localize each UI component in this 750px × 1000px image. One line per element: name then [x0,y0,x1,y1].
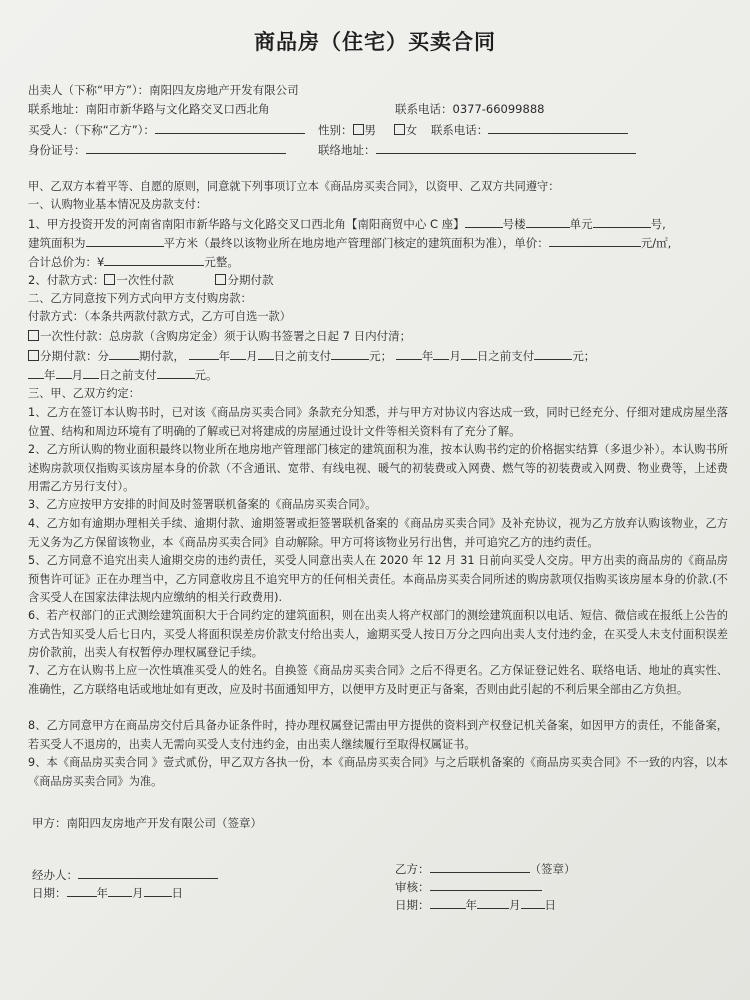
pay3-amount-blank[interactable] [157,366,195,379]
page-title: 商品房（住宅）买卖合同 [254,30,496,54]
id-label: 身份证号： [28,143,86,157]
phone-label: 联系电话： [395,102,453,116]
total-label: 合计总价为：¥ [28,255,105,269]
buyer-phone-blank[interactable] [488,121,628,134]
total-line [28,253,239,270]
address-line [28,101,270,117]
option-lump-sum-checkbox[interactable] [28,330,39,341]
option-installment-checkbox[interactable] [28,350,39,361]
party-a-label: 甲方： [32,816,67,830]
id-number-blank[interactable] [86,141,286,154]
clause-3-3: 3、乙方应按甲方安排的时间及时签署联机备案的《商品房买卖合同》。 [28,498,377,511]
total-yuan: 元整。 [204,255,239,269]
pay1-year-blank[interactable] [189,347,219,360]
date-b-year-blank[interactable] [430,896,466,909]
clause-3-8: 8、乙方同意甲方在商品房交付后具备办证条件时，持办理权属登记需由甲方提供的资料到产权登记机关备案，如因甲方的责任，不能备案，若买受人不退房的，出卖人无需向买受人支付违约金，由出卖人继续履行至取得权属证书。 [28,719,728,751]
date-a-year-blank[interactable] [67,884,97,897]
buyer-line [28,121,305,138]
seller-label: 出卖人（下称“甲方”）： [28,83,150,97]
contact-address-line [318,141,636,158]
lump-sum-checkbox[interactable] [104,274,115,285]
pay2-day-blank[interactable] [461,347,477,360]
party-b-line [395,860,576,877]
area-blank[interactable] [86,234,164,247]
pay1-year-label: 年 [218,349,231,363]
option-installment-line [28,347,595,364]
pay1-month-blank[interactable] [230,347,246,360]
date-b-day-label: 日 [544,898,556,912]
date-a-day-label: 日 [171,886,183,900]
option-lump-sum-line [28,328,411,344]
pay3-month-label: 月 [71,368,83,382]
date-a-day-blank[interactable] [144,884,172,897]
date-b-label: 日期： [395,898,430,912]
building-label: 号楼 [502,217,526,231]
date-b-line [395,896,556,913]
installment-label: 分期付款 [227,273,274,287]
pay3-year-label: 年 [44,368,56,382]
lump-sum-label: 一次性付款 [116,273,174,287]
section-2-title: 二、乙方同意按下列方式向甲方支付购房款： [28,292,252,305]
date-b-year-label: 年 [465,898,477,912]
clause-3-4: 4、乙方如有逾期办理相关手续、逾期付款、逾期签署或拒签署联机备案的《商品房买卖合同》及补充协议，视为乙方放弃认购该物业，乙方无义务为乙方保留该物业，本《商品房买卖合同》自动解除。甲方可将该物业另行出售，并可追究乙方的违约责任。 [28,517,728,549]
clause-3-1: 1、乙方在签订本认购书时，已对该《商品房买卖合同》条款充分知悉，并与甲方对协议内容达成一致，同时已经充分、仔细对建成房屋坐落位置、结构和周边环境有了明确的了解或已对将建成的房屋通过设计文件等相关资料有了充分了解。 [28,406,728,438]
room-blank[interactable] [593,215,651,228]
gender-label: 性别： [318,123,353,137]
contact-address-blank[interactable] [376,141,636,154]
area-label: 建筑面积为 [28,236,86,250]
seller-name: 南阳四友房地产开发有限公司 [149,83,299,97]
clause-1-1-text: 1、甲方投资开发的河南省南阳市新华路与文化路交叉口西北角【南阳商贸中心 C 座】 [28,217,465,231]
section-3-title: 三、甲、乙双方约定： [28,387,140,400]
pay2-month-blank[interactable] [433,347,449,360]
female-label: 女 [405,123,418,137]
party-a-seal: （签章） [216,816,262,830]
building-blank[interactable] [465,215,503,228]
section-1-title: 一、认购物业基本情况及房款支付： [28,198,208,211]
pay1-month-label: 月 [246,349,258,363]
pay2-month-label: 月 [449,349,461,363]
female-checkbox[interactable] [394,124,405,135]
pay1-day-blank[interactable] [258,347,274,360]
clause-3-2: 2、乙方所认购的物业面积最终以物业所在地房地产管理部门核定的建筑面积为准，按本认购书约定的价格据实结算（多退少补）。本认购书所述购房款项仅指购买该房屋本身的价款（不含通讯、宽带、有线电视、暖气的初装费或入网费、燃气等的初装费或入网费、物业费等，上述费用需乙方另行支付）。 [28,443,728,493]
contact-address-label: 联络地址： [318,143,376,157]
male-label: 男 [364,123,376,137]
pay3-day-blank[interactable] [83,366,99,379]
agent-signature-blank[interactable] [78,866,218,879]
party-b-seal: （签章） [529,862,576,876]
seller-line [28,82,299,98]
male-checkbox[interactable] [353,124,364,135]
unit-label: 单元 [569,217,593,231]
agent-label: 经办人： [32,868,78,882]
buyer-name-blank[interactable] [155,121,305,134]
option-lump-sum-text: 一次性付款：总房款（含购房定金）须于认购书签署之日起 7 日内付清； [40,329,412,343]
total-price-blank[interactable] [104,253,204,266]
review-signature-blank[interactable] [430,878,542,891]
pay2-amount-blank[interactable] [534,347,572,360]
date-a-year-label: 年 [96,886,108,900]
pay2-year-label: 年 [421,349,434,363]
review-label: 审核： [395,880,430,894]
clause-3-5: 5、乙方同意不追究出卖人逾期交房的违约责任，买受人同意出卖人在 2020 年 12 月 31 日前向买受人交房。甲方出卖的商品房的《商品房预售许可证》正在办理当中，乙方同意收房且不追究甲方的任何相关责任。本商品房买卖合同所述的购房款项仅指购买该房屋本身的价款.(不含买受人在国家法律法规内应缴纳的相关行政费用). [28,554,728,604]
option-installment-line-2 [28,366,218,383]
phone-line [395,101,544,117]
date-b-day-blank[interactable] [521,896,545,909]
pay1-yuan-label: 元； [369,349,393,363]
pay3-before-label: 日之前支付 [99,368,157,382]
payment-method-label: 2、付款方式： [28,273,105,287]
date-a-month-label: 月 [132,886,144,900]
date-a-month-blank[interactable] [108,884,132,897]
unit-blank[interactable] [526,215,570,228]
unit-price-blank[interactable] [549,234,641,247]
party-a-line [32,815,262,831]
address-label: 联系地址： [28,102,86,116]
pay3-year-blank[interactable] [28,366,44,379]
pay2-yuan-label: 元； [572,349,596,363]
date-a-line [32,884,183,901]
clause-1-1-line [28,215,666,232]
clause-3-7: 7、乙方在认购书上应一次性填准买受人的姓名。自换签《商品房买卖合同》之后不得更名。乙方保证登记姓名、联络电话、地址的真实性、准确性，乙方联络电话或地址如有更改，应及时书面通知甲方，以便甲方及时更正与备案，否则由此引起的不利后果全部由乙方负担。 [28,664,728,696]
date-a-label: 日期： [32,886,67,900]
area-line [28,234,671,251]
installment-count-label: 分期付款：分 [40,349,109,363]
date-b-month-blank[interactable] [477,896,509,909]
review-line [395,878,542,895]
id-line [28,141,286,158]
party-a-name: 南阳四友房地产开发有限公司 [66,816,216,830]
installment-count-blank[interactable] [109,347,139,360]
pay3-month-blank[interactable] [56,366,72,379]
agent-line [32,866,218,883]
buyer-phone-label: 联系电话： [430,123,489,137]
installment-count-suffix: 期付款， [139,349,185,363]
party-b-signature-blank[interactable] [430,860,530,873]
area-note: 平方米（最终以该物业所在地房地产管理部门核定的建筑面积为准），单价： [163,236,549,250]
pay2-before-label: 日之前支付 [476,349,535,363]
intro-text: 甲、乙双方本着平等、自愿的原则，同意就下列事项订立本《商品房买卖合同》，以资甲、乙双方共同遵守： [28,180,560,193]
price-unit: 元/㎡, [640,236,672,250]
pay2-year-blank[interactable] [396,347,422,360]
buyer-label: 买受人：（下称“乙方”）： [28,123,155,137]
clause-3-9: 9、本《商品房买卖合同 》壹式贰份，甲乙双方各执一份，本《商品房买卖合同》与之后联机备案的《商品房买卖合同》不一致的内容，以本《商品房买卖合同》为准。 [28,756,728,788]
installment-checkbox[interactable] [215,274,226,285]
phone-value: 0377-66099888 [452,102,545,116]
pay1-amount-blank[interactable] [331,347,369,360]
payment-method-line [28,272,273,288]
section-2-note: 付款方式：（本条共两款付款方式，乙方可自选一款） [28,310,291,323]
gender-line [318,121,628,138]
pay3-yuan-label: 元。 [194,368,218,382]
address-value: 南阳市新华路与文化路交叉口西北角 [85,102,270,116]
date-b-month-label: 月 [509,898,521,912]
party-b-label: 乙方： [395,862,430,876]
clause-3-6: 6、若产权部门的正式测绘建筑面积大于合同约定的建筑面积，则在出卖人将产权部门的测绘建筑面积以电话、短信、微信或在报纸上公告的方式告知买受人后七日内，买受人将面积误差房价款支付给出卖人，逾期买受人按日万分之四向出卖人支付违约金，在买受人未支付面积误差房价款前，出卖人有权暂停办理权属登记手续。 [28,609,728,659]
pay1-before-label: 日之前支付 [273,349,332,363]
room-label: 号, [650,217,666,231]
